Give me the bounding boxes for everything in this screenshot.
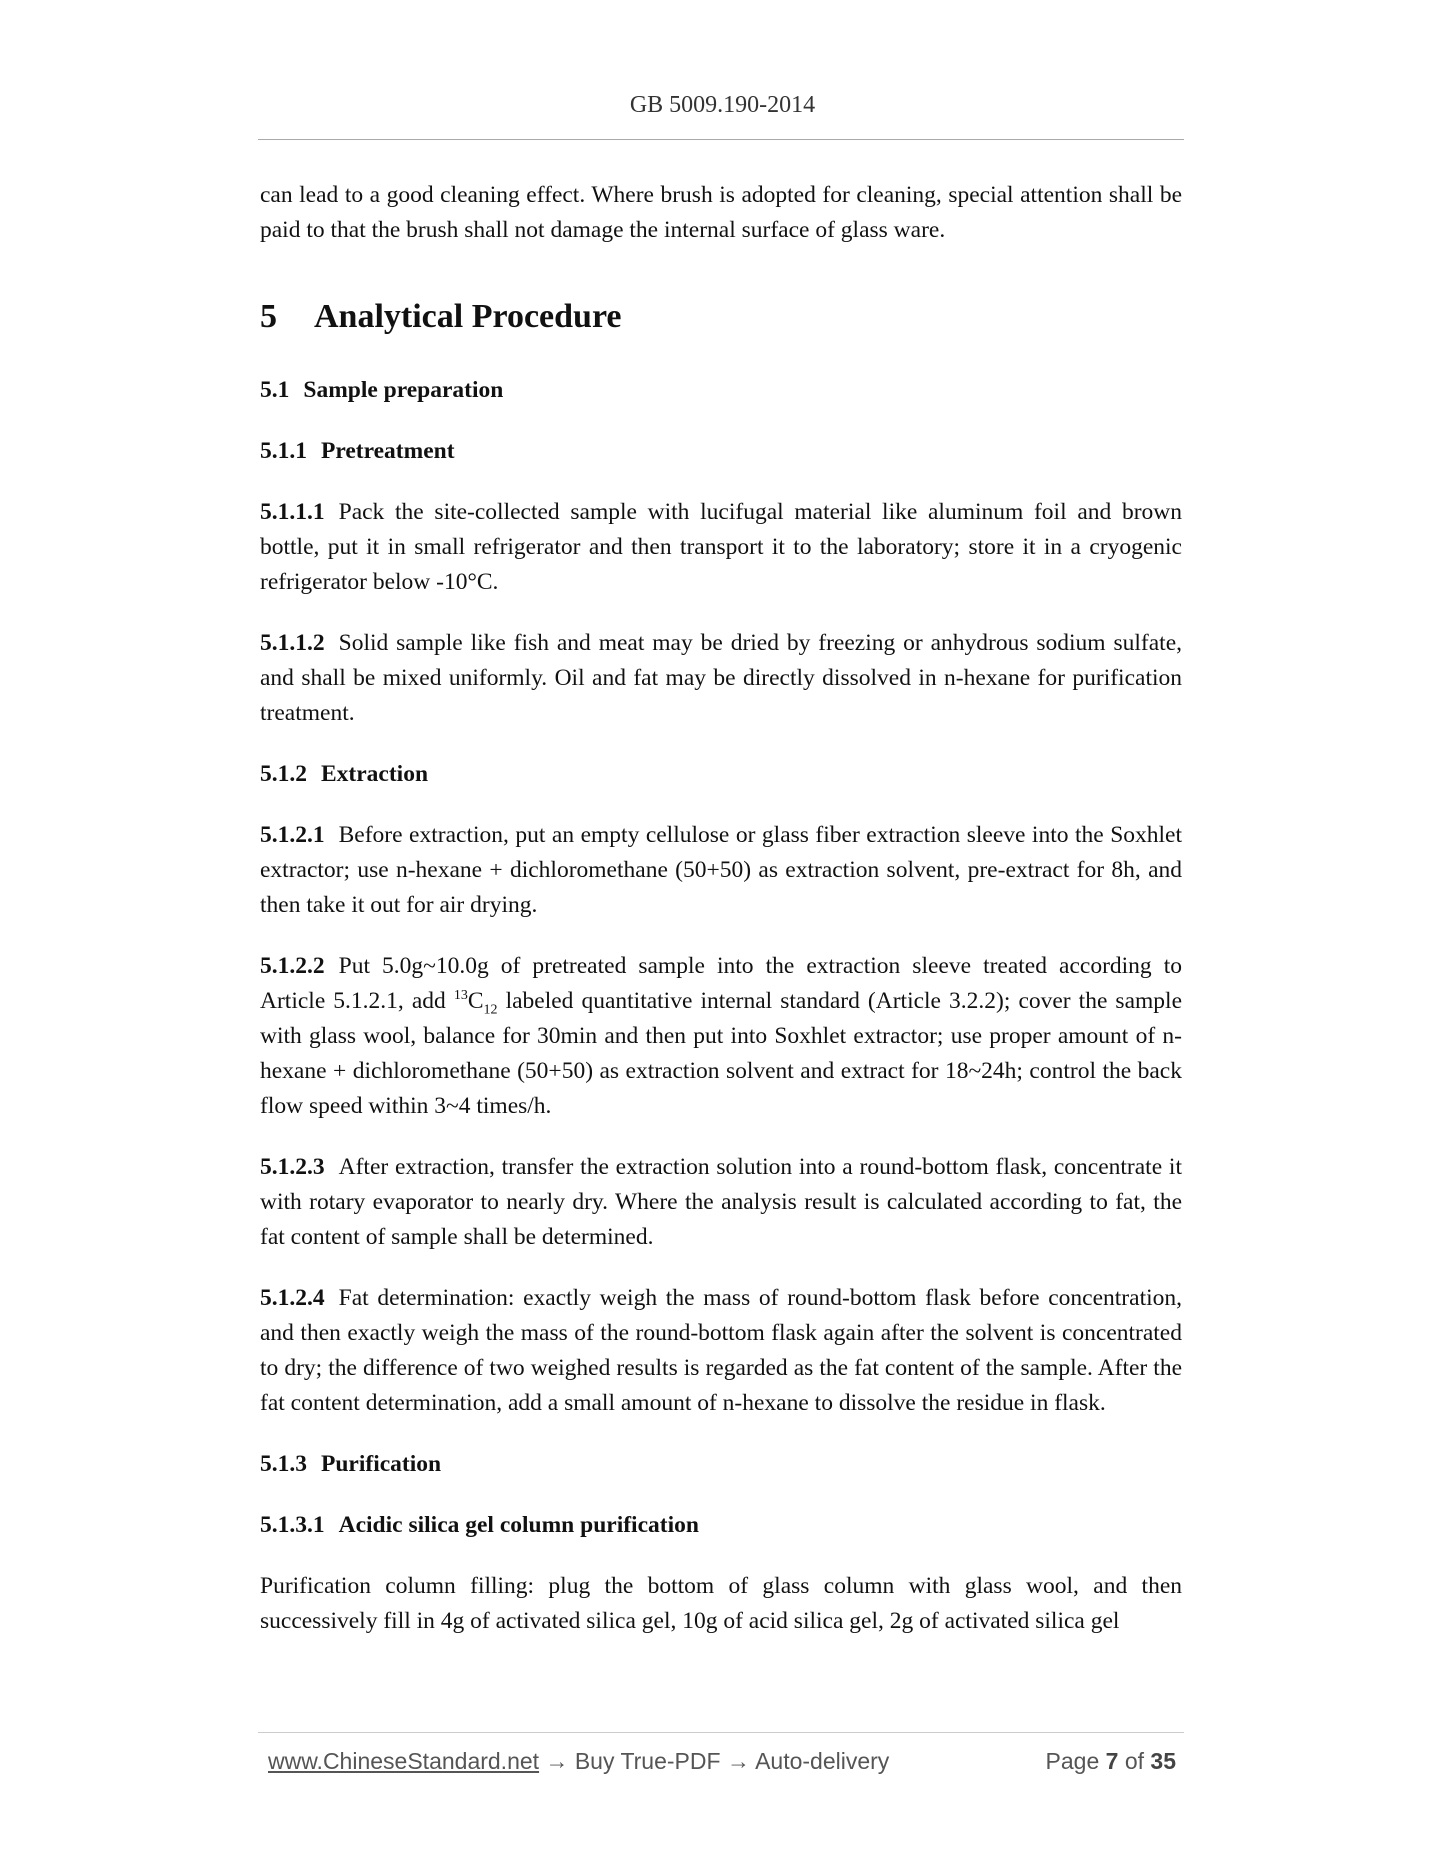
paragraph-5-1-2-4: 5.1.2.4 Fat determination: exactly weigh the mass of round-bottom flask before concentration, and then exactly weigh the mass of the round-bottom flask again after the solvent is concentrated to dry; the difference of two weighed results is regarded as the fat content of the sample. After the fat content determination, add a small amount of n-hexane to dissolve the residue in flask.	[260, 1285, 1182, 1416]
isotope-subscript: 12	[483, 1002, 498, 1018]
intro-paragraph: can lead to a good cleaning effect. Where brush is adopted for cleaning, special attention shall be paid to that the brush shall not damage the internal surface of glass ware.	[260, 182, 1182, 243]
auto-delivery-text: Auto-delivery	[755, 1748, 890, 1774]
page-counter: Page 7 of 35	[1045, 1748, 1176, 1774]
heading-5-1-3: 5.1.3 Purification	[260, 1451, 442, 1477]
total-pages: 35	[1150, 1748, 1176, 1774]
footer-divider	[258, 1732, 1184, 1733]
section-number: 5	[260, 298, 277, 335]
isotope-superscript: 13	[453, 988, 468, 1004]
arrow-right-icon: →	[726, 1748, 750, 1774]
section-5-heading	[260, 295, 1182, 339]
document-body	[260, 178, 1182, 1639]
header-divider	[258, 139, 1184, 140]
page-footer	[268, 1748, 1182, 1780]
page-header: GB 5009.190-2014	[629, 92, 816, 118]
arrow-right-icon: →	[545, 1748, 569, 1774]
heading-5-1: 5.1 Sample preparation	[260, 377, 504, 403]
paragraph-5-1-2-3: 5.1.2.3 After extraction, transfer the extraction solution into a round-bottom flask, concentrate it with rotary evaporator to nearly dry. Where the analysis result is calculated according to fat, the fat content of sample shall be determined.	[260, 1154, 1182, 1250]
heading-5-1-1: 5.1.1 Pretreatment	[260, 438, 455, 464]
website-link[interactable]: www.ChineseStandard.net	[268, 1748, 540, 1774]
paragraph-5-1-1-1: 5.1.1.1 Pack the site-collected sample with lucifugal material like aluminum foil and brown bottle, put it in small refrigerator and then transport it to the laboratory; store it in a cryogenic refrigerator below -10°C.	[260, 499, 1182, 595]
current-page: 7	[1105, 1748, 1119, 1774]
paragraph-5-1-2-2: 5.1.2.2 Put 5.0g~10.0g of pretreated sample into the extraction sleeve treated according to Article 5.1.2.1, add $^{13}C_{12}$ labeled quantitative internal standard (Article 3.2.2); cover the sample with glass wool, balance for 30min and then put into Soxhlet extractor; use proper amount of n-hexane + dichloromethane (50+50) as extraction solvent and extract for 18~24h; control the back flow speed within 3~4 times/h.	[260, 953, 1182, 1119]
heading-5-1-2: 5.1.2 Extraction	[260, 761, 429, 787]
section-title: Analytical Procedure	[314, 298, 622, 335]
buy-pdf-text: Buy True-PDF	[574, 1748, 721, 1774]
paragraph-5-1-1-2: 5.1.1.2 Solid sample like fish and meat may be dried by freezing or anhydrous sodium sulfate, and shall be mixed uniformly. Oil and fat may be directly dissolved in n-hexane for purification treatment.	[260, 630, 1182, 726]
heading-5-1-3-1: 5.1.3.1 Acidic silica gel column purification	[260, 1512, 699, 1538]
paragraph-column-filling: Purification column filling: plug the bottom of glass column with glass wool, and then successively fill in 4g of activated silica gel, 10g of acid silica gel, 2g of activated silica gel	[260, 1573, 1182, 1634]
paragraph-5-1-2-1: 5.1.2.1 Before extraction, put an empty cellulose or glass fiber extraction sleeve into the Soxhlet extractor; use n-hexane + dichloromethane (50+50) as extraction solvent, pre-extract for 8h, and then take it out for air drying.	[260, 822, 1182, 918]
